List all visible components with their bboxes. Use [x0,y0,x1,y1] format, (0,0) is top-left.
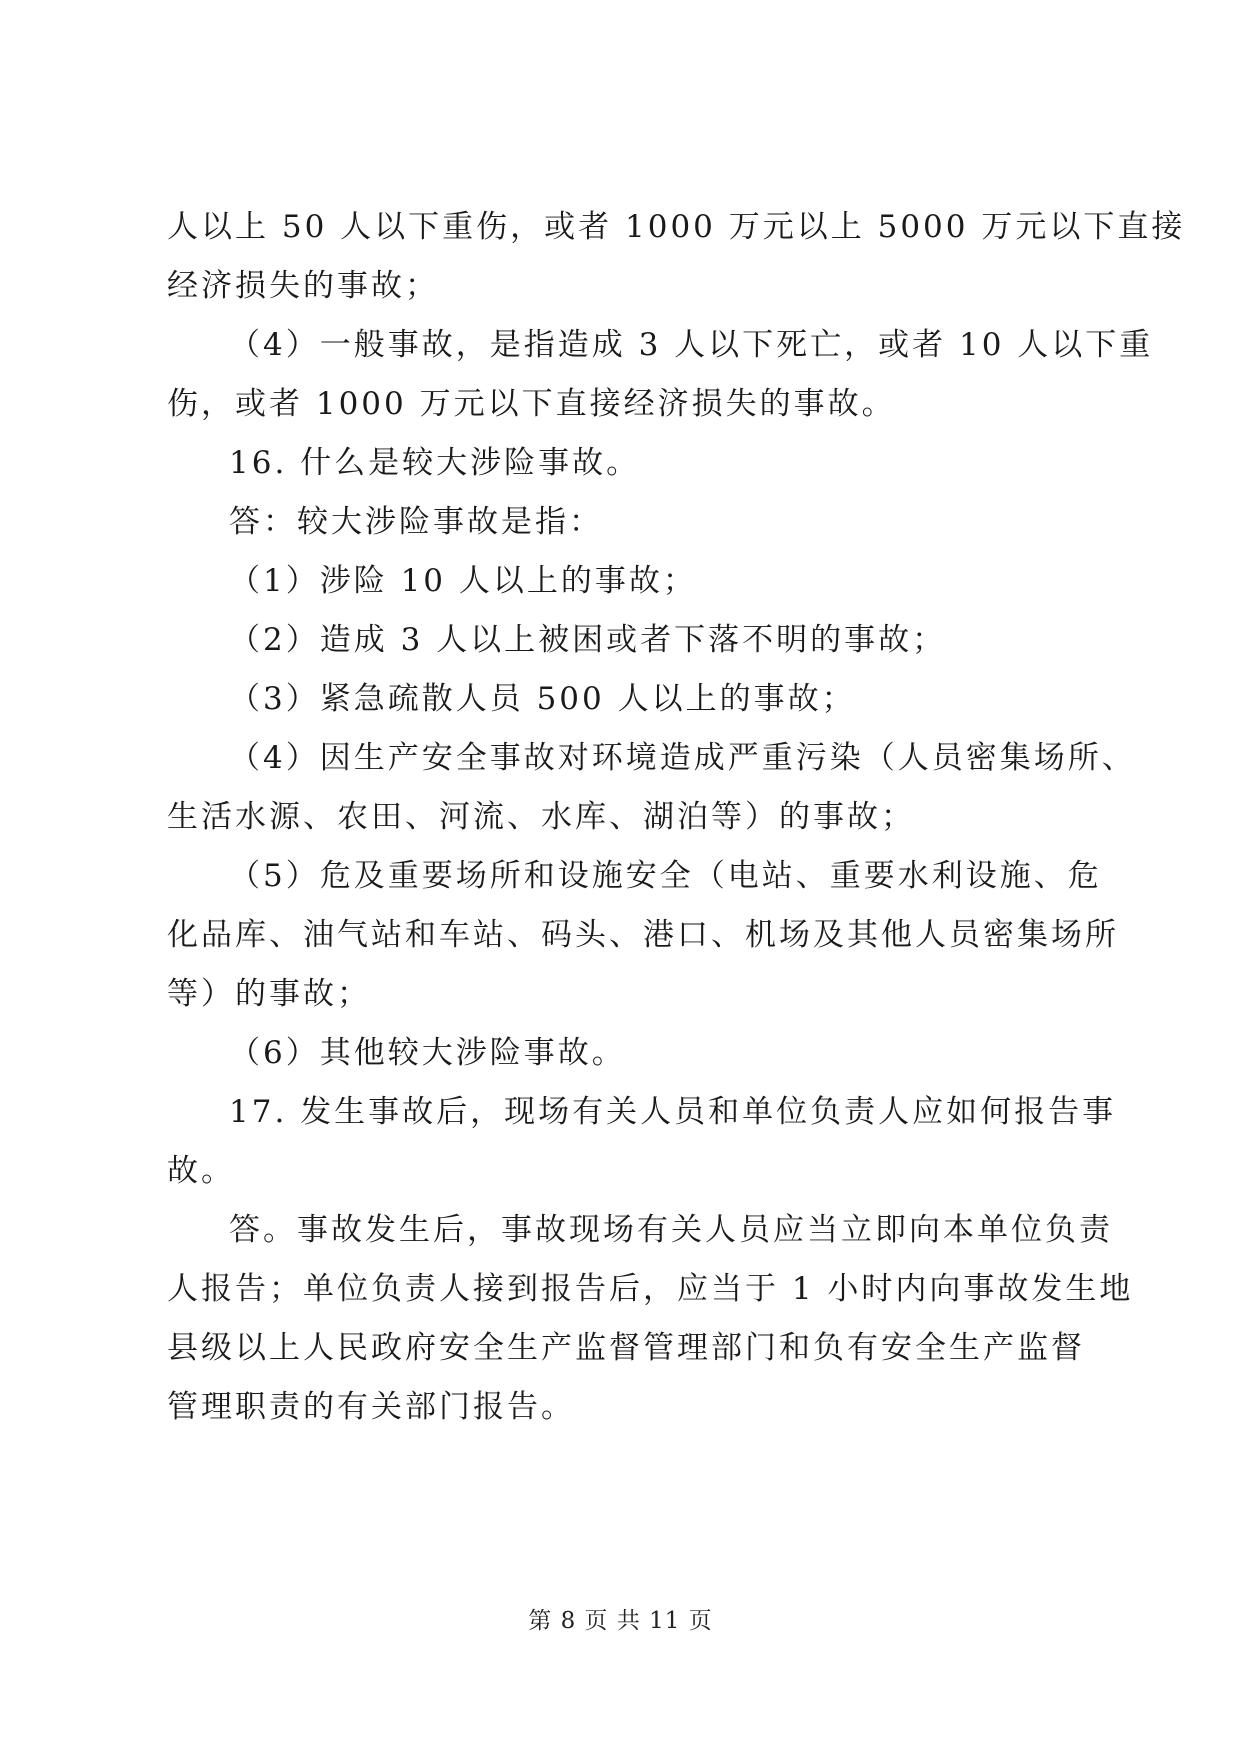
list-item: （6）其他较大涉险事故。 [229,1035,626,1071]
answer-line: 答：较大涉险事故是指： [229,504,603,540]
text-line: 故。 [167,1153,235,1189]
question-heading: 16. 什么是较大涉险事故。 [229,445,641,481]
text-line: 管理职责的有关部门报告。 [167,1389,575,1425]
answer-line: 答。事故发生后，事故现场有关人员应当立即向本单位负责 [229,1212,1113,1248]
text-line: 等）的事故； [167,976,371,1012]
text-line: 生活水源、农田、河流、水库、湖泊等）的事故； [167,799,915,835]
text-line: 县级以上人民政府安全生产监督管理部门和负有安全生产监督 [167,1330,1085,1366]
list-item: （5）危及重要场所和设施安全（电站、重要水利设施、危 [229,858,1102,894]
text-line: 伤，或者 1000 万元以下直接经济损失的事故。 [167,386,896,422]
text-line: 人报告；单位负责人接到报告后，应当于 1 小时内向事故发生地 [167,1271,1134,1307]
text-line: 人以上 50 人以下重伤，或者 1000 万元以上 5000 万元以下直接 [167,209,1186,245]
list-item: （1）涉险 10 人以上的事故； [229,563,697,599]
list-item: （4）因生产安全事故对环境造成严重污染（人员密集场所、 [229,740,1136,776]
list-item: （2）造成 3 人以上被困或者下落不明的事故； [229,622,947,658]
page-footer: 第 8 页 共 11 页 [528,1608,713,1634]
list-item: （3）紧急疏散人员 500 人以上的事故； [229,681,856,717]
text-line: 经济损失的事故； [167,268,439,304]
text-line: （4）一般事故，是指造成 3 人以下死亡，或者 10 人以下重 [229,327,1154,363]
text-line: 化品库、油气站和车站、码头、港口、机场及其他人员密集场所 [167,917,1119,953]
question-heading: 17. 发生事故后，现场有关人员和单位负责人应如何报告事 [229,1094,1117,1130]
